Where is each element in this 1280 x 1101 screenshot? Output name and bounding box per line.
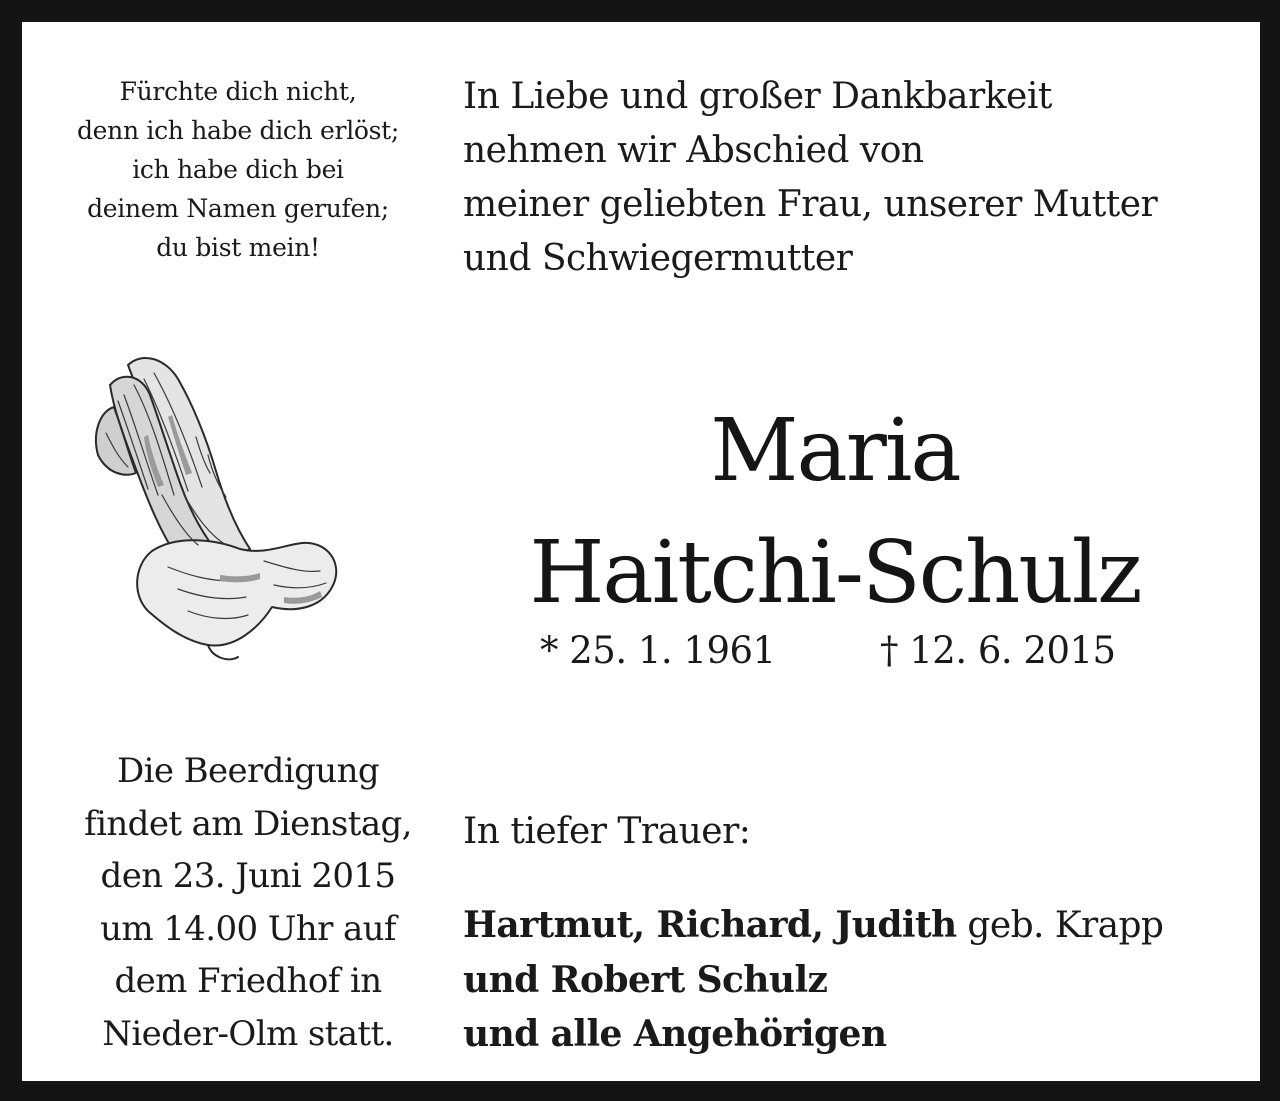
funeral-line: Die Beerdigung — [116, 751, 380, 791]
funeral-line: um 14.00 Uhr auf — [100, 908, 396, 949]
mourning-heading: In tiefer Trauer: — [463, 811, 751, 852]
verse-line: deinem Namen gerufen; — [87, 194, 389, 223]
intro-text — [463, 70, 1243, 286]
funeral-line: dem Friedhof in — [114, 961, 382, 1001]
praying-hands-icon — [88, 345, 348, 665]
maiden-name: geb. Krapp — [956, 905, 1164, 946]
birth-date: * 25. 1. 1961 — [540, 629, 776, 672]
mourners-line — [463, 898, 1243, 953]
mourners-line: und alle Angehörigen — [463, 1013, 887, 1055]
funeral-line: Nieder-Olm statt. — [102, 1013, 394, 1054]
bible-verse — [48, 72, 428, 267]
first-name: Maria — [710, 401, 960, 501]
last-name: Haitchi-Schulz — [529, 523, 1141, 623]
funeral-line: den 23. Juni 2015 — [100, 856, 396, 896]
intro-line: In Liebe und großer Dankbarkeit — [463, 76, 1052, 117]
funeral-info — [48, 745, 448, 1060]
verse-line: ich habe dich bei — [132, 155, 344, 184]
intro-line: und Schwiegermutter — [463, 238, 853, 279]
intro-line: meiner geliebten Frau, unserer Mutter — [463, 184, 1158, 225]
mourners-line: und Robert Schulz — [463, 959, 828, 1001]
deceased-name — [470, 390, 1200, 634]
verse-line: denn ich habe dich erlöst; — [76, 116, 400, 145]
death-date: † 12. 6. 2015 — [880, 629, 1116, 672]
verse-line: Fürchte dich nicht, — [119, 77, 357, 106]
mourners-names: Hartmut, Richard, Judith — [463, 904, 957, 946]
verse-line: du bist mein! — [156, 233, 320, 262]
intro-line: nehmen wir Abschied von — [463, 130, 924, 171]
funeral-line: findet am Dienstag, — [84, 803, 412, 844]
mourners-list — [463, 898, 1243, 1061]
